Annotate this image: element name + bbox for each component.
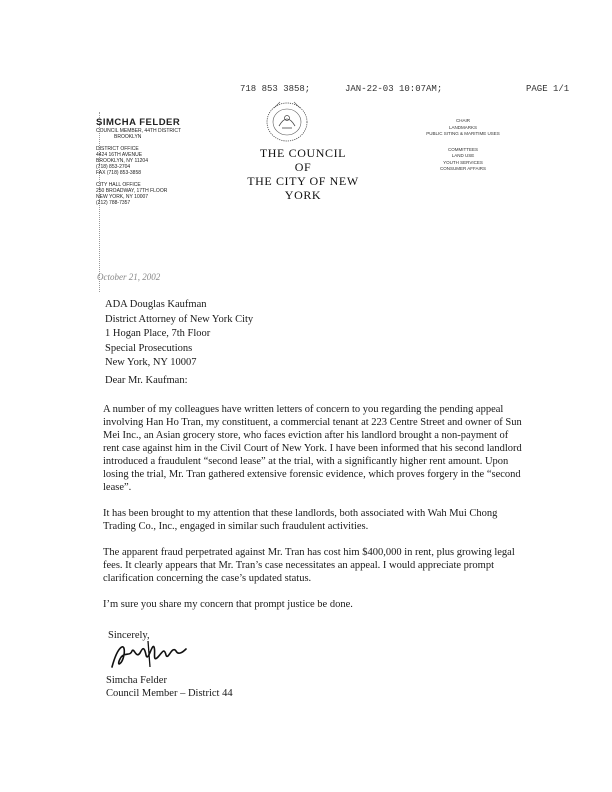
letter-body xyxy=(103,403,523,624)
paragraph-3: The apparent fraud perpetrated against Mr. Tran has cost him $400,000 in rent, plus growing legal fees. It clearly appears that Mr. Tran’s case necessitates an appeal. I would appreciate prompt clarification concerning the case’s updated status. xyxy=(103,547,515,584)
recipient-line-1: District Attorney of New York City xyxy=(105,313,254,325)
city-hall-office-2: NEW YORK, NY 10007 xyxy=(96,194,149,200)
chair-item-1: PUBLIC SITING & MARITIME USES xyxy=(426,131,500,136)
paragraph-4: I’m sure you share my concern that prompt justice be done. xyxy=(103,599,353,610)
paragraph-2: It has been brought to my attention that these landlords, both associated with Wah Mui Chong Trading Co., Inc., engaged in similar such fraudulent activities. xyxy=(103,508,498,532)
fax-header xyxy=(0,84,612,98)
committee-item-0: LAND USE xyxy=(451,153,475,158)
committee-item-1: YOUTH SERVICES xyxy=(443,159,483,165)
signer-name: Simcha Felder xyxy=(106,675,167,686)
letterhead-line-1: THE COUNCIL xyxy=(259,146,347,160)
city-hall-office-1: 250 BROADWAY, 17TH FLOOR xyxy=(96,188,168,194)
salutation: Dear Mr. Kaufman: xyxy=(105,375,188,386)
sender-name: SIMCHA FELDER xyxy=(96,117,181,128)
fax-phone: 718 853 3858; xyxy=(240,84,311,94)
district-office-1: 4424 16TH AVENUE xyxy=(96,152,143,158)
letterhead-line-2: OF xyxy=(294,160,312,174)
chair-label: CHAIR xyxy=(455,118,470,123)
recipient-address xyxy=(105,298,405,371)
district-office-0: DISTRICT OFFICE xyxy=(96,146,139,152)
fax-page: PAGE 1/1 xyxy=(526,84,570,94)
district-office-4: FAX (718) 853-3858 xyxy=(96,170,142,176)
signer-title: Council Member – District 44 xyxy=(106,688,233,699)
recipient-line-2: 1 Hogan Place, 7th Floor xyxy=(105,328,211,339)
handwritten-signature-icon xyxy=(108,637,190,673)
paragraph-1: A number of my colleagues have written letters of concern to you regarding the pending appeal involving Han Ho Tran, my constituent, a commercial tenant at 223 Centre Street and owner of Sun Mei Inc., an Asian grocery store, who faces eviction after his landlord brought a non-payment of rent case against him in the Civil Court of New York. I have been informed that his second landlord introduced a fraudulent “second lease” at the trial, with a significantly higher rent amount. Upon losing the trial, Mr. Tran gathered extensive forensic evidence, which proves forgery in the “second lease”. xyxy=(103,404,522,493)
sender-block xyxy=(96,117,186,206)
district-office-3: (718) 853-2704 xyxy=(96,164,131,170)
closing: Sincerely, xyxy=(108,630,150,641)
signature-block xyxy=(106,674,233,700)
recipient-line-0: ADA Douglas Kaufman xyxy=(105,299,207,310)
committees-block xyxy=(398,118,528,173)
chair-item-0: LANDMARKS xyxy=(448,124,477,130)
city-hall-office-3: (212) 788-7357 xyxy=(96,200,131,206)
letterhead-title xyxy=(228,146,378,202)
district-office-2: BROOKLYN, NY 11204 xyxy=(96,158,148,164)
sender-title-1: BROOKLYN xyxy=(114,134,142,140)
council-seal-icon xyxy=(262,98,312,144)
letter-date: October 21, 2002 xyxy=(97,272,161,282)
recipient-line-4: New York, NY 10007 xyxy=(105,357,197,368)
fax-date: JAN-22-03 10:07AM; xyxy=(345,84,443,94)
committees-label: COMMITTEES xyxy=(448,146,478,152)
sender-title-0: COUNCIL MEMBER, 44TH DISTRICT xyxy=(96,128,182,134)
recipient-line-3: Special Prosecutions xyxy=(105,342,193,354)
letterhead-line-3: THE CITY OF NEW YORK xyxy=(247,174,359,202)
committee-item-2: CONSUMER AFFAIRS xyxy=(439,166,486,171)
city-hall-office-0: CITY HALL OFFICE xyxy=(96,182,141,188)
